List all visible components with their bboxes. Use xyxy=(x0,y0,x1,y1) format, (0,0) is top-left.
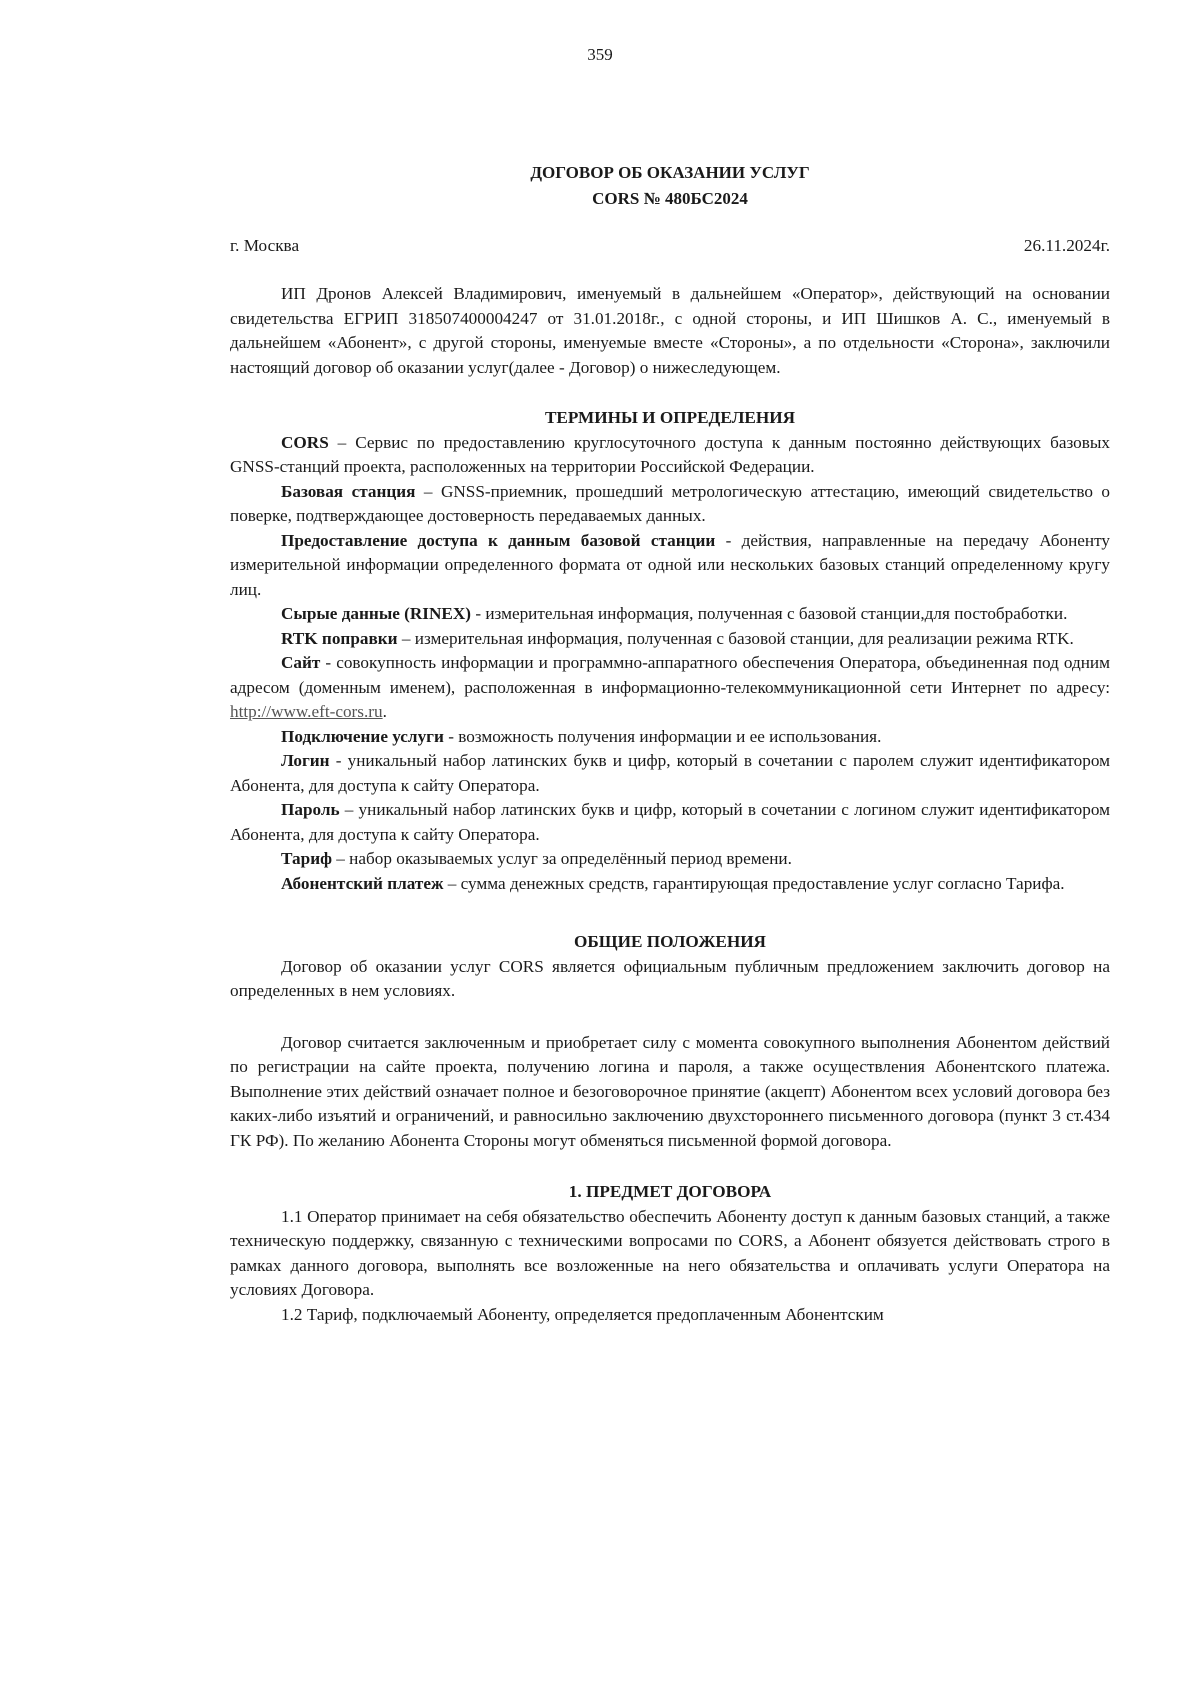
term-name: Сырые данные (RINEX) xyxy=(281,604,472,623)
place-date-line xyxy=(230,234,1110,259)
term-definition xyxy=(230,872,1110,897)
document-title-line1: ДОГОВОР ОБ ОКАЗАНИИ УСЛУГ xyxy=(530,163,810,182)
term-definition xyxy=(230,725,1110,750)
document-body xyxy=(230,282,1110,1327)
term-name: RTK поправки xyxy=(281,628,398,648)
subject-paragraph: 1.1 Оператор принимает на себя обязательство обеспечить Абоненту доступ к данным базовых станций, а также техническую поддержку, связанную с техническими вопросами по CORS, а Абонент обязуется действовать строго в рамках данного договора, выполнять все возложенные на него обязательства и оплачивать услуги Оператора на условиях Договора. xyxy=(230,1206,1110,1299)
term-name: Логин xyxy=(281,751,330,770)
term-separator: – xyxy=(328,432,356,452)
subject-heading: 1. ПРЕДМЕТ ДОГОВОРА xyxy=(568,1182,772,1201)
term-separator: - xyxy=(715,530,742,550)
term-separator: – xyxy=(443,873,461,893)
term-definition xyxy=(230,651,1110,725)
term-text: возможность получения информации и ее использования. xyxy=(458,726,882,746)
term-name: Абонентский платеж xyxy=(281,873,444,893)
term-text-end: . xyxy=(382,702,387,721)
term-text: уникальный набор латинских букв и цифр, который в сочетании с паролем служит идентификатором Абонента, для доступа к сайту Оператора. xyxy=(230,751,1110,795)
term-text: действия, направленные на передачу Абоненту измерительной информации определенного формата от одной или нескольких базовых станций определенному кругу лиц. xyxy=(230,530,1110,599)
term-definition xyxy=(230,847,1110,872)
intro-paragraph: ИП Дронов Алексей Владимирович, именуемый в дальнейшем «Оператор», действующий на основании свидетельства ЕГРИП 318507400004247 от 31.01.2018г., с одной стороны, и ИП Шишков А. С., именуемый в дальнейшем «Абонент», с другой стороны, именуемые вместе «Стороны», а по отдельности «Сторона», заключили настоящий договор об оказании услуг(далее - Договор) о нижеследующем. xyxy=(230,284,1110,377)
term-text: набор оказываемых услуг за определённый период времени. xyxy=(349,849,792,868)
term-name: Тариф xyxy=(281,849,332,868)
term-text: сумма денежных средств, гарантирующая предоставление услуг согласно Тарифа. xyxy=(460,873,1065,893)
term-text: измерительная информация, полученная с базовой станции, для реализации режима RTK. xyxy=(414,628,1074,648)
term-name: Подключение услуги xyxy=(281,726,444,746)
contract-date: 26.11.2024г. xyxy=(1023,236,1110,255)
term-separator: – xyxy=(397,628,415,648)
term-name: Предоставление доступа к данным базовой станции xyxy=(281,530,716,550)
document-title xyxy=(230,160,1110,212)
term-definition xyxy=(230,529,1110,603)
term-definition xyxy=(230,749,1110,798)
term-name: Пароль xyxy=(281,800,340,819)
term-separator: - xyxy=(443,726,459,746)
subject-paragraph: 1.2 Тариф, подключаемый Абоненту, определяется предоплаченным Абонентским xyxy=(281,1304,884,1324)
term-definition xyxy=(230,431,1110,480)
general-paragraph: Договор считается заключенным и приобретает силу с момента совокупного выполнения Абонентом действий по регистрации на сайте проекта, получению логина и пароля, а также осуществления Абонентского платежа. Выполнение этих действий означает полное и безоговорочное принятие (акцепт) Абонентом всех условий договора без каких-либо изъятий и ограничений, и равносильно заключению двухстороннего письменного договора (пункт 3 ст.434 ГК РФ). По желанию Абонента Стороны могут обменяться письменной формой договора. xyxy=(230,1032,1110,1150)
general-paragraph: Договор об оказании услуг CORS является официальным публичным предложением заключить договор на определенных в нем условиях. xyxy=(230,956,1110,1000)
page-number: 359 xyxy=(587,45,613,64)
term-name: CORS xyxy=(281,432,329,452)
term-separator: – xyxy=(339,800,359,819)
term-separator: - xyxy=(329,751,348,770)
term-text: уникальный набор латинских букв и цифр, который в сочетании с логином служит идентификатором Абонента, для доступа к сайту Оператора. xyxy=(230,800,1110,844)
term-definition xyxy=(230,627,1110,652)
terms-list xyxy=(230,431,1110,897)
term-separator: – xyxy=(415,481,441,501)
term-definition xyxy=(230,480,1110,529)
city: г. Москва xyxy=(230,236,300,255)
document-title-line2: CORS № 480БС2024 xyxy=(592,189,748,208)
term-separator: – xyxy=(331,849,350,868)
term-definition xyxy=(230,798,1110,847)
term-definition xyxy=(230,602,1110,627)
term-separator: - xyxy=(320,653,337,672)
term-name: Базовая станция xyxy=(281,481,416,501)
term-text: измерительная информация, полученная с базовой станции,для постобработки. xyxy=(485,604,1068,623)
term-text: совокупность информации и программно-аппаратного обеспечения Оператора, объединенная под одним адресом (доменным именем), расположенная в информационно-телекоммуникационной сети Интернет по адресу: xyxy=(230,653,1110,697)
term-separator: - xyxy=(471,604,486,623)
term-name: Сайт xyxy=(281,653,321,672)
term-text: Сервис по предоставлению круглосуточного доступа к данным постоянно действующих базовых GNSS-станций проекта, расположенных на территории Российской Федерации. xyxy=(230,432,1110,476)
site-link[interactable]: http://www.eft-cors.ru xyxy=(230,702,383,721)
general-heading: ОБЩИЕ ПОЛОЖЕНИЯ xyxy=(574,932,766,951)
terms-heading: ТЕРМИНЫ И ОПРЕДЕЛЕНИЯ xyxy=(544,408,796,427)
term-text: GNSS-приемник, прошедший метрологическую аттестацию, имеющий свидетельство о поверке, подтверждающее достоверность передаваемых данных. xyxy=(230,481,1110,525)
